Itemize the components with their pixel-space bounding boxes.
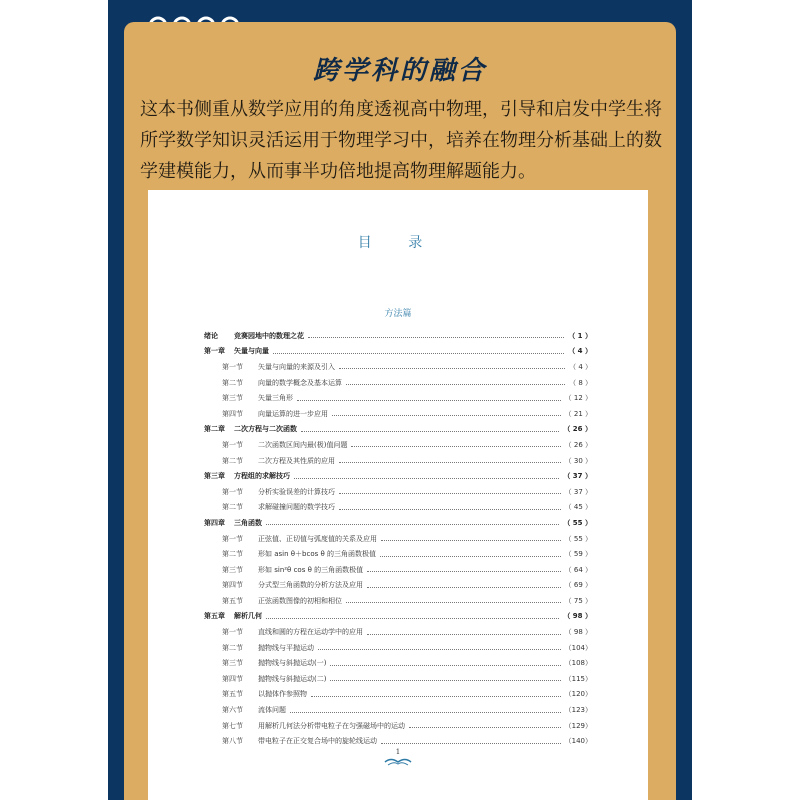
toc-section-number: 第一节 xyxy=(222,487,243,496)
toc-leader-dots xyxy=(367,571,561,572)
toc-page-ref: （ 55 ） xyxy=(563,518,592,527)
toc-entry-title: 形如 sin²θ cos θ 的三角函数极值 xyxy=(258,565,364,574)
toc-page-ref: （120） xyxy=(564,690,592,699)
toc-section-row[interactable] xyxy=(204,390,592,406)
toc-section-row[interactable] xyxy=(204,578,592,594)
toc-chapter-row[interactable] xyxy=(204,468,592,484)
toc-section-row[interactable] xyxy=(204,624,592,640)
toc-entry-title: 向量运算的进一步应用 xyxy=(258,409,328,418)
toc-page-ref: （ 98 ） xyxy=(564,628,592,637)
toc-section-number: 第一章 xyxy=(204,347,225,356)
toc-page-ref: （ 59 ） xyxy=(564,550,592,559)
toc-page-ref: （140） xyxy=(564,737,592,746)
toc-page-ref: （ 8 ） xyxy=(569,378,592,387)
toc-entry-title: 矢量三角形 xyxy=(258,394,293,403)
toc-list xyxy=(204,328,592,749)
toc-leader-dots xyxy=(339,509,561,510)
toc-entry-title: 二次函数区间内最(极)值问题 xyxy=(258,440,348,449)
toc-leader-dots xyxy=(308,337,564,338)
toc-section-number: 第四章 xyxy=(204,518,225,527)
toc-page xyxy=(148,190,648,800)
toc-section-row[interactable] xyxy=(204,453,592,469)
toc-section-number: 第三节 xyxy=(222,394,243,403)
toc-entry-title: 正弦值、正切值与弧度值的关系及应用 xyxy=(258,534,377,543)
toc-leader-dots xyxy=(381,743,561,744)
toc-page-ref: （ 26 ） xyxy=(564,440,592,449)
toc-leader-dots xyxy=(346,602,561,603)
toc-section-number: 第二章 xyxy=(204,425,225,434)
toc-section-heading: 方法篇 xyxy=(384,309,412,319)
toc-section-row[interactable] xyxy=(204,687,592,703)
toc-section-row[interactable] xyxy=(204,406,592,422)
toc-leader-dots xyxy=(273,353,564,354)
toc-leader-dots xyxy=(266,618,559,619)
toc-entry-title: 流体问题 xyxy=(258,706,286,715)
toc-section-number: 第五章 xyxy=(204,612,225,621)
toc-section-number: 第二节 xyxy=(222,503,243,512)
toc-section-row[interactable] xyxy=(204,375,592,391)
toc-entry-title: 以抛体作参照物 xyxy=(258,690,307,699)
toc-page-ref: （ 4 ） xyxy=(568,347,592,356)
toc-section-number: 第一节 xyxy=(222,628,243,637)
wave-ornament-icon xyxy=(384,756,412,766)
toc-entry-title: 求解碰撞问题的数学技巧 xyxy=(258,503,335,512)
toc-page-ref: （ 98 ） xyxy=(563,612,592,621)
toc-page-ref: （ 69 ） xyxy=(564,581,592,590)
toc-leader-dots xyxy=(339,368,565,369)
toc-entry-title: 抛物线与斜抛运动(一) xyxy=(258,659,327,668)
toc-chapter-row[interactable] xyxy=(204,422,592,438)
toc-section-number: 第六节 xyxy=(222,706,243,715)
toc-section-row[interactable] xyxy=(204,500,592,516)
toc-page-ref: （104） xyxy=(564,643,592,652)
page-number: 1 xyxy=(395,748,401,756)
toc-leader-dots xyxy=(351,446,560,447)
toc-section-number: 第一节 xyxy=(222,440,243,449)
toc-section-row[interactable] xyxy=(204,655,592,671)
toc-page-ref: （ 37 ） xyxy=(563,472,592,481)
toc-section-number: 第二节 xyxy=(222,378,243,387)
toc-chapter-row[interactable] xyxy=(204,344,592,360)
headline: 跨学科的融合 xyxy=(312,56,487,86)
toc-entry-title: 抛物线与平抛运动 xyxy=(258,643,314,652)
toc-page-ref: （ 1 ） xyxy=(568,331,592,340)
toc-leader-dots xyxy=(301,431,559,432)
toc-entry-title: 二次方程及其性质的应用 xyxy=(258,456,335,465)
toc-leader-dots xyxy=(367,587,561,588)
toc-entry-title: 三角函数 xyxy=(234,518,262,527)
toc-entry-title: 方程组的求解技巧 xyxy=(234,472,290,481)
toc-page-ref: （ 55 ） xyxy=(564,534,592,543)
toc-leader-dots xyxy=(330,665,560,666)
toc-entry-title: 解析几何 xyxy=(234,612,262,621)
toc-section-number: 第四节 xyxy=(222,581,243,590)
toc-section-row[interactable] xyxy=(204,437,592,453)
toc-entry-title: 竞赛园地中的数理之花 xyxy=(234,331,304,340)
toc-entry-title: 分式型三角函数的分析方法及应用 xyxy=(258,581,363,590)
toc-chapter-row[interactable] xyxy=(204,515,592,531)
toc-entry-title: 矢量与向量的来源及引入 xyxy=(258,362,335,371)
toc-leader-dots xyxy=(367,634,561,635)
toc-leader-dots xyxy=(332,415,561,416)
toc-page-ref: （ 30 ） xyxy=(564,456,592,465)
toc-leader-dots xyxy=(339,462,561,463)
toc-leader-dots xyxy=(318,649,561,650)
toc-section-number: 第四节 xyxy=(222,674,243,683)
toc-leader-dots xyxy=(381,540,561,541)
toc-leader-dots xyxy=(266,524,559,525)
toc-section-row[interactable] xyxy=(204,671,592,687)
toc-page-ref: （ 45 ） xyxy=(564,503,592,512)
toc-entry-title: 正弦函数图像的初相和相位 xyxy=(258,596,342,605)
toc-page-ref: （ 4 ） xyxy=(569,362,592,371)
toc-leader-dots xyxy=(409,727,561,728)
toc-section-number: 第二节 xyxy=(222,643,243,652)
toc-section-number: 第八节 xyxy=(222,737,243,746)
toc-leader-dots xyxy=(380,556,561,557)
toc-section-number: 第三节 xyxy=(222,565,243,574)
toc-entry-title: 直线和圆的方程在运动学中的应用 xyxy=(258,628,363,637)
toc-entry-title: 矢量与向量 xyxy=(234,347,269,356)
toc-page-ref: （115） xyxy=(564,674,592,683)
toc-section-number: 第二节 xyxy=(222,550,243,559)
toc-page-ref: （ 37 ） xyxy=(564,487,592,496)
toc-section-row[interactable] xyxy=(204,484,592,500)
toc-section-row[interactable] xyxy=(204,640,592,656)
toc-section-number: 第七节 xyxy=(222,721,243,730)
toc-page-ref: （123） xyxy=(564,706,592,715)
toc-entry-title: 二次方程与二次函数 xyxy=(234,425,297,434)
toc-entry-title: 向量的数学概念及基本运算 xyxy=(258,378,342,387)
toc-entry-title: 形如 asin θ＋bcos θ 的三角函数极值 xyxy=(258,550,377,559)
toc-entry-title: 带电粒子在正交复合场中的旋轮线运动 xyxy=(258,737,377,746)
toc-leader-dots xyxy=(330,680,560,681)
toc-page-ref: （108） xyxy=(564,659,592,668)
toc-page-ref: （ 64 ） xyxy=(564,565,592,574)
toc-section-number: 第一节 xyxy=(222,362,243,371)
toc-leader-dots xyxy=(294,478,559,479)
toc-section-number: 第五节 xyxy=(222,596,243,605)
toc-leader-dots xyxy=(311,696,561,697)
toc-section-row[interactable] xyxy=(204,531,592,547)
toc-chapter-row[interactable] xyxy=(204,609,592,625)
toc-section-number: 第三章 xyxy=(204,472,225,481)
toc-page-ref: （ 12 ） xyxy=(564,394,592,403)
toc-entry-title: 抛物线与斜抛运动(二) xyxy=(258,674,327,683)
toc-section-row[interactable] xyxy=(204,733,592,749)
toc-section-row[interactable] xyxy=(204,562,592,578)
toc-entry-title: 用解析几何法分析带电粒子在匀强磁场中的运动 xyxy=(258,721,405,730)
toc-section-row[interactable] xyxy=(204,702,592,718)
toc-section-number: 第四节 xyxy=(222,409,243,418)
toc-leader-dots xyxy=(339,493,561,494)
toc-section-row[interactable] xyxy=(204,593,592,609)
toc-section-number: 第三节 xyxy=(222,659,243,668)
toc-chapter-row[interactable] xyxy=(204,328,592,344)
toc-page-ref: （ 21 ） xyxy=(564,409,592,418)
toc-section-number: 绪论 xyxy=(204,331,218,340)
toc-leader-dots xyxy=(297,400,561,401)
toc-section-number: 第一节 xyxy=(222,534,243,543)
toc-page-ref: （ 75 ） xyxy=(564,596,592,605)
toc-section-row[interactable] xyxy=(204,359,592,375)
toc-leader-dots xyxy=(346,384,565,385)
toc-section-row[interactable] xyxy=(204,718,592,734)
toc-page-ref: （129） xyxy=(564,721,592,730)
toc-section-number: 第二节 xyxy=(222,456,243,465)
intro-paragraph: 这本书侧重从数学应用的角度透视高中物理，引导和启发中学生将所学数学知识灵活运用于物理学习中，培养在物理分析基础上的数学建模能力，从而事半功倍地提高物理解题能力。 xyxy=(140,99,662,182)
toc-leader-dots xyxy=(290,712,561,713)
toc-section-row[interactable] xyxy=(204,546,592,562)
toc-page-ref: （ 26 ） xyxy=(563,425,592,434)
toc-title: 目 录 xyxy=(357,235,439,251)
toc-section-number: 第五节 xyxy=(222,690,243,699)
toc-entry-title: 分析实验误差的计算技巧 xyxy=(258,487,335,496)
